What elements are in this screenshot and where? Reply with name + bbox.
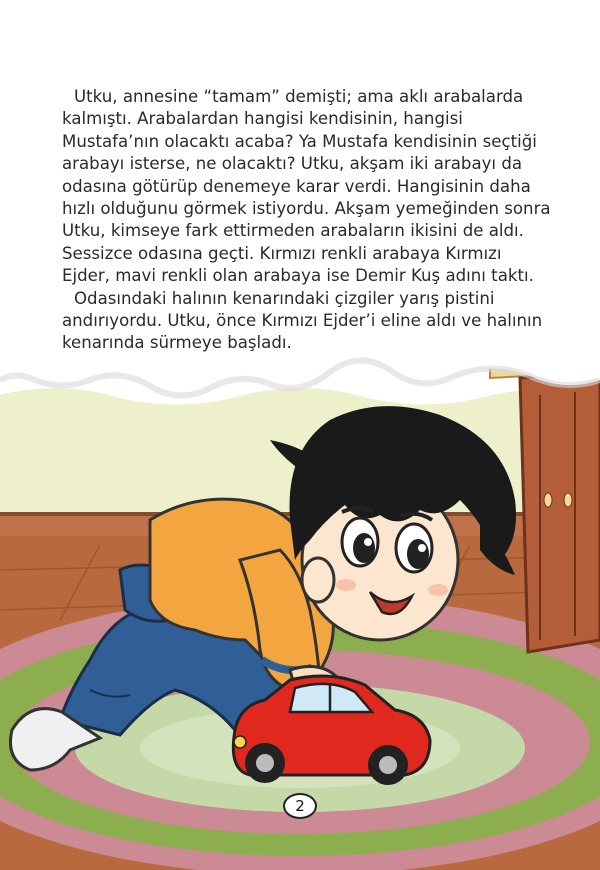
story-paragraph-1: Utku, annesine “tamam” demişti; ama aklı arabalarda kalmıştı. Arabalardan hangisi kendisinin, hangisi Mustafa’nın olacaktı acaba? Ya Mustafa kendisinin seçtiği arabayı isterse, ne olacaktı? Utku, akşam iki arabayı da odasına götürüp denemeye karar verdi. Hangisinin daha hızlı olduğunu görmek istiyordu. Akşam yemeğinden sonra Utku, kimseye fark ettirmeden arabaların ikisini de aldı. Sessizce odasına geçti. Kırmızı renkli arabaya Kırmızı Ejder, mavi renkli olan arabaya ise Demir Kuş adını taktı.: [62, 87, 551, 286]
story-text: [62, 86, 552, 355]
wooden-cabinet: [520, 374, 600, 652]
page-number: 2: [283, 793, 317, 819]
story-paragraph-2: Odasındaki halının kenarındaki çizgiler yarış pistini andırıyordu. Utku, önce Kırmızı Ejder’i eline aldı ve halının kenarında sürmeye başladı.: [62, 288, 543, 353]
